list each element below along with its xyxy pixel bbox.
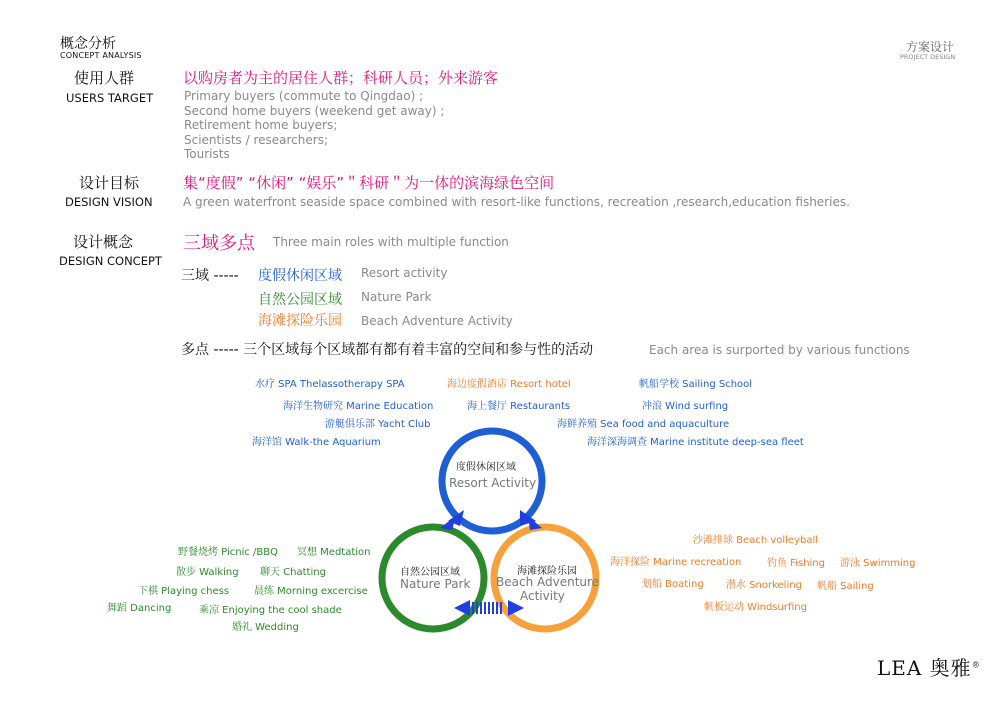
page-subtitle: CONCEPT ANALYSIS: [60, 51, 142, 60]
resort-item: 海洋生物研究 Marine Education: [283, 401, 434, 412]
concept-title-en: Three main roles with multiple function: [273, 235, 509, 249]
resort-item: 海边度假酒店 Resort hotel: [447, 379, 571, 390]
resort-item: 水疗 SPA Thelassotherapy SPA: [255, 379, 405, 390]
beach-circle-en1: Beach Adventure: [496, 575, 600, 589]
zone-nature-cn: 自然公园区域: [258, 292, 342, 308]
resort-item: 海上餐厅 Restaurants: [467, 401, 571, 412]
arrow-resort-beach-icon: [528, 516, 542, 530]
beach-item: 钓鱼 Fishing: [767, 558, 825, 569]
beach-item: 海洋探险 Marine recreation: [610, 557, 742, 568]
resort-item: 冲浪 Wind surfing: [642, 401, 729, 412]
zone-resort-en: Resort activity: [361, 266, 448, 280]
vision-headline: 集“度假” “休闲” “娱乐”＂科研＂为一体的滨海绿色空间: [183, 174, 555, 192]
company-logo: [877, 652, 981, 681]
multi-points: 多点 ----- 三个区域每个区域都有都有着丰富的空间和参与性的活动: [181, 342, 594, 358]
nature-item: 冥想 Medtation: [297, 547, 371, 558]
users-line: Tourists: [184, 147, 230, 161]
users-line: Second home buyers (weekend get away) ;: [184, 103, 445, 118]
nature-item: 晨练 Morning excercise: [254, 586, 368, 597]
page-title: 概念分析: [60, 36, 116, 52]
beach-item: 帆板运动 Windsurfing: [704, 602, 807, 613]
beach-item: 游泳 Swimming: [840, 558, 916, 569]
resort-item: 海洋深海调查 Marine institute deep-sea fleet: [587, 437, 804, 448]
nature-item: 乘凉 Enjoying the cool shade: [199, 605, 342, 616]
nature-item: 下棋 Playing chess: [138, 586, 230, 597]
beach-circle-cn: 海滩探险乐园: [517, 566, 577, 577]
users-list: [184, 89, 444, 162]
beach-item: 潜水 Snorkeling: [726, 580, 802, 591]
section-subtitle: PROJECT DESIGN: [900, 53, 956, 61]
section-title: 方案设计: [906, 40, 955, 54]
vision-label-en: DESIGN VISION: [65, 195, 153, 209]
beach-item: 沙滩排球 Beach volleyball: [693, 535, 819, 546]
nature-item: 野餐烧烤 Picnic /BBQ: [178, 547, 279, 558]
nature-item: 舞蹈 Dancing: [107, 603, 172, 614]
concept-title: 三域多点: [183, 233, 255, 254]
users-label-cn: 使用人群: [74, 69, 135, 87]
users-line: Scientists / researchers;: [184, 132, 328, 147]
concept-label-cn: 设计概念: [73, 233, 134, 251]
resort-circle-en: Resort Activity: [449, 476, 537, 490]
arrow-nature-beach-icon: [454, 600, 470, 616]
beach-item: 帆船 Sailing: [817, 581, 874, 592]
vision-english: A green waterfront seaside space combined with resort-like functions, recreation ,research,education fisheries.: [183, 195, 850, 209]
logo-mark: ®: [971, 660, 981, 670]
zone-beach-cn: 海滩探险乐园: [258, 313, 342, 329]
zone-beach-en: Beach Adventure Activity: [361, 314, 513, 328]
resort-circle-cn: 度假休闲区域: [456, 462, 516, 473]
three-zones-prefix: 三域 -----: [181, 268, 239, 284]
resort-item: 海鲜养殖 Sea food and aquaculture: [557, 419, 730, 430]
beach-circle-en2: Activity: [520, 589, 565, 603]
nature-item: 聊天 Chatting: [260, 567, 326, 578]
resort-item: 帆船学校 Sailing School: [639, 379, 753, 390]
nature-item: 婚礼 Wedding: [232, 622, 299, 633]
nature-item: 散步 Walking: [176, 567, 239, 578]
beach-item: 划船 Boating: [642, 579, 704, 590]
nature-circle-cn: 自然公园区域: [400, 567, 460, 578]
resort-item: 游艇俱乐部 Yacht Club: [325, 419, 431, 430]
concept-label-en: DESIGN CONCEPT: [59, 254, 162, 268]
zone-resort-cn: 度假休闲区域: [258, 268, 342, 284]
nature-circle-en: Nature Park: [400, 577, 471, 591]
resort-item: 海洋馆 Walk-the Aquarium: [252, 437, 381, 448]
zone-nature-en: Nature Park: [361, 290, 432, 304]
users-line: Retirement home buyers;: [184, 118, 338, 132]
users-label-en: USERS TARGET: [66, 91, 154, 105]
three-zones-diagram: [370, 418, 620, 638]
vision-label-cn: 设计目标: [79, 174, 140, 192]
users-line: Primary buyers (commute to Qingdao) ;: [184, 89, 424, 103]
multi-points-en: Each area is surported by various functions: [649, 343, 910, 357]
logo-text: LEA 奥雅: [877, 656, 972, 680]
users-headline: 以购房者为主的居住人群；科研人员；外来游客: [183, 69, 499, 87]
